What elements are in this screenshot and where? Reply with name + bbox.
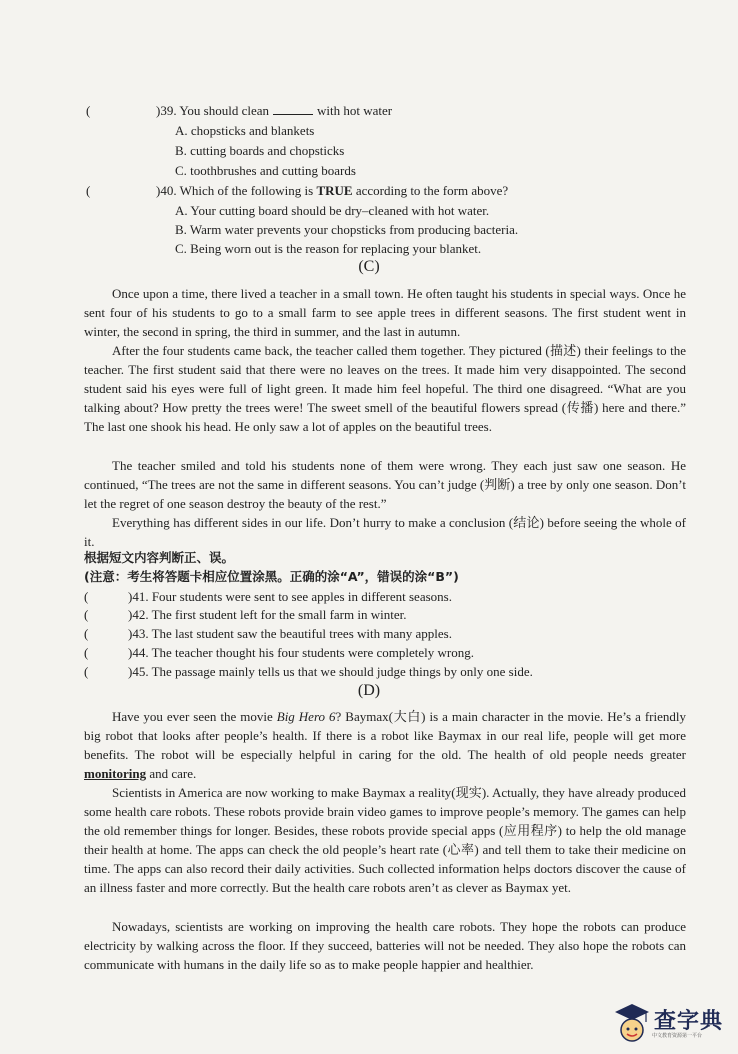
instruction-line-1: 根据短文内容判断正、误。 <box>84 550 235 565</box>
question-39-tail: with hot water <box>317 103 393 118</box>
passage-c-para-2: After the four students came back, the teacher called them together. They pictured (描述) their feelings to the teacher. The first student said that there were no leaves on the trees. It made him very disappointed. The second student said his eyes were full of light green. It made him feel hopeful. The third one disagreed. “What are you talking about? How pretty the trees were! The sweet smell of the beautiful flowers spread (传播) here and there.” The last one shook his head. He only saw a lot of apples on the beautiful trees. <box>84 343 686 435</box>
option-39a: A. chopsticks and blankets <box>175 123 315 138</box>
option-39b: B. cutting boards and chopsticks <box>175 143 345 158</box>
site-logo-text: 查字典 <box>654 1009 724 1034</box>
tf-item-45: ( )45. The passage mainly tells us that we should judge things by only one side. <box>84 664 533 679</box>
movie-title: Big Hero 6 <box>276 709 336 724</box>
question-40-stem: )40. Which of the following is <box>156 183 314 198</box>
option-40c: C. Being worn out is the reason for replacing your blanket. <box>175 241 482 256</box>
option-40b: B. Warm water prevents your chopsticks from producing bacteria. <box>175 222 519 237</box>
option-39c: C. toothbrushes and cutting boards <box>175 163 356 178</box>
tf-item-44: ( )44. The teacher thought his four students were completely wrong. <box>84 645 474 660</box>
question-40 <box>86 182 508 199</box>
passage-d-para-3: Nowadays, scientists are working on improving the health care robots. They hope the robots can produce electricity by walking across the floor. If they succeed, batteries will not be needed. They also hope the robots can communicate with humans in the daily life so as to make people happier and healthier. <box>84 919 686 973</box>
section-d-heading: (D) <box>357 682 381 699</box>
tf-item-42: ( )42. The first student left for the small farm in winter. <box>84 607 407 622</box>
passage-d-para-2: Scientists in America are now working to make Baymax a reality(现实). Actually, they have already produced some health care robots. These robots provide brain video games to improve people’s memory. The games can help the old remember things for longer. Besides, these robots provide special apps (应用程序) to help the old manage their health at home. The apps can check the old people’s heart rate (心率) and tell them to take their medicine on time. The apps can also record their daily activities. Such collected information helps doctors discover the cause of an illness faster and more correctly. But the health care robots aren’t as clever as Baymax yet. <box>84 785 686 896</box>
section-c-heading: (C) <box>358 258 380 275</box>
question-40-tail: according to the form above? <box>355 183 509 198</box>
passage-c-para-3: The teacher smiled and told his students none of them were wrong. They each just saw one season. He continued, “The trees are not the same in different seasons. You can’t judge (判断) a tree by only one season. Don’t let the regret of one season destroy the beauty of the rest.” <box>84 458 686 512</box>
tf-item-43: ( )43. The last student saw the beautiful trees with many apples. <box>84 626 452 641</box>
passage-c-para-4: Everything has different sides in our life. Don’t hurry to make a conclusion (结论) before seeing the whole of it. <box>84 515 686 550</box>
question-39 <box>86 102 392 119</box>
passage-c-para-1: Once upon a time, there lived a teacher in a small town. He often taught his students in special ways. Once he sent four of his students to go to a small farm to see apple trees in different seasons. The first student went in winter, the second in spring, the third in summer, and the last in autumn. <box>84 286 686 340</box>
underlined-word: monitoring <box>84 766 147 782</box>
answer-paren: ( <box>86 103 91 118</box>
instruction-line-2: (注意：考生将答题卡相应位置涂黑。正确的涂“A”，错误的涂“B”) <box>84 569 459 584</box>
option-40a: A. Your cutting board should be dry–cleaned with hot water. <box>175 203 490 218</box>
answer-paren: ( <box>86 183 91 198</box>
tf-item-41: ( )41. Four students were sent to see apples in different seasons. <box>84 589 452 604</box>
passage-d-para-1: Have you ever seen the movie Big Hero 6? Baymax(大白) is a main character in the movie. He’s a friendly big robot that looks after people’s health. If there is a robot like Baymax in our real life, people will get more benefits. The robot will be especially helpful in caring for the old. The health of old people needs greater monitoring and care. <box>84 709 686 782</box>
question-39-stem: )39. You should clean <box>156 103 270 118</box>
graduation-cap-logo-icon <box>614 1002 650 1046</box>
answer-blank <box>273 103 313 115</box>
question-40-bold: TRUE <box>316 183 353 198</box>
site-logo-caption: 中文教育资源第一平台 <box>652 1033 703 1039</box>
